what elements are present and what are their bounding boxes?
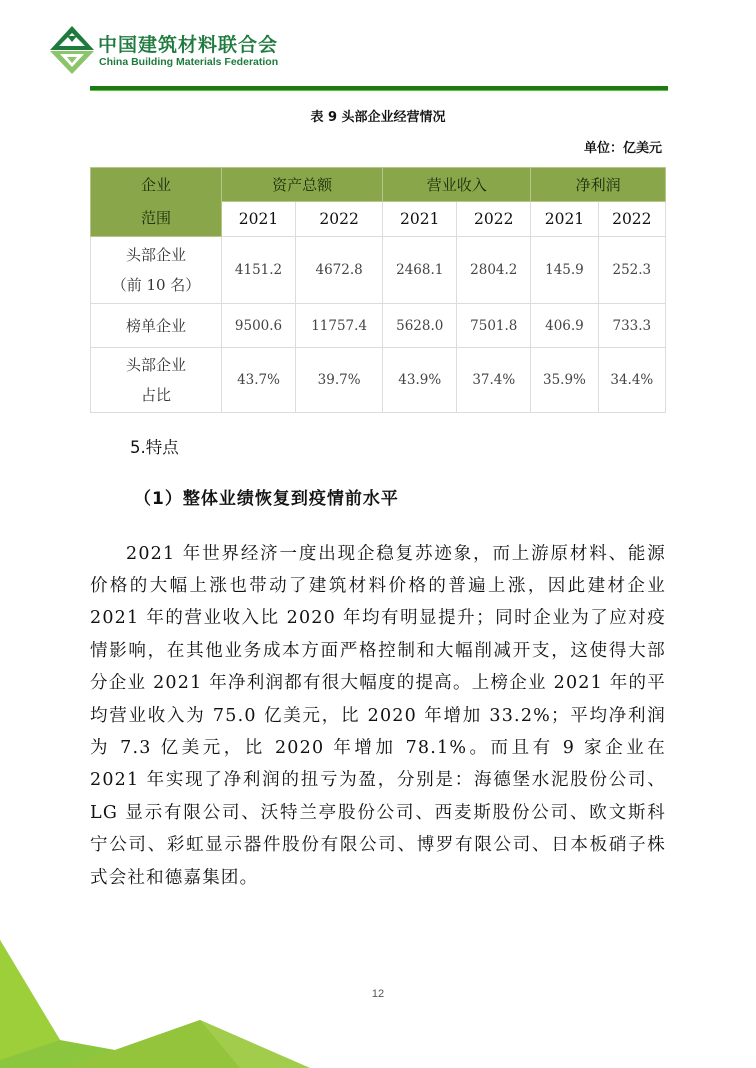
table-cell: 406.9	[531, 304, 598, 348]
corner-header-line2: 范围	[140, 209, 171, 227]
corner-header	[91, 168, 222, 237]
table-cell: 2804.2	[457, 237, 531, 304]
table-cell: 43.9%	[383, 348, 457, 413]
year-header: 2021	[531, 202, 598, 237]
green-polygon-decoration	[0, 900, 420, 1068]
table-caption: 表 9 头部企业经营情况	[310, 110, 446, 125]
row-label-line2: 占比	[140, 386, 171, 404]
table-cell: 4672.8	[296, 237, 383, 304]
operations-table	[90, 167, 666, 413]
table-cell: 35.9%	[531, 348, 598, 413]
table-header-row	[91, 168, 666, 202]
table-cell: 39.7%	[296, 348, 383, 413]
body-paragraph: 2021 年世界经济一度出现企稳复苏迹象，而上游原材料、能源价格的大幅上涨也带动了建筑材料价格的普遍上涨，因此建材企业 2021 年的营业收入比 2020 年均有明显提升；同时企业为了应对疫情影响，在其他业务成本方面严格控制和大幅削减开支，这使得大部分企业 2021 年净利润都有很大幅度的提高。上榜企业 2021 年的平均营业收入为 75.0 亿美元，比 2020 年增加 33.2%；平均净利润为 7.3 亿美元，比 2020 年增加 78.1%。而且有 9 家企业在 2021 年实现了净利润的扭亏为盈，分别是：海德堡水泥股份公司、LG 显示有限公司、沃特兰亭股份公司、西麦斯股份公司、欧文斯科宁公司、彩虹显示器件股份有限公司、博罗有限公司、日本板硝子株式会社和德嘉集团。	[90, 543, 666, 888]
corner-header-line1: 企业	[140, 176, 171, 194]
row-label-line1: 头部企业	[125, 246, 186, 264]
table-cell: 34.4%	[598, 348, 665, 413]
table-cell: 5628.0	[383, 304, 457, 348]
subsection-heading: （1）整体业绩恢复到疫情前水平	[134, 489, 399, 509]
row-label-line2: （前 10 名）	[111, 276, 201, 294]
table-unit: 单位：亿美元	[583, 141, 662, 156]
group-header-revenue: 营业收入	[383, 168, 531, 202]
year-header: 2022	[296, 202, 383, 237]
header-divider	[90, 86, 668, 91]
table-cell: 7501.8	[457, 304, 531, 348]
year-header: 2022	[457, 202, 531, 237]
cbmf-logo-icon	[48, 24, 96, 76]
row-label	[91, 237, 222, 304]
section-heading: 5.特点	[130, 438, 179, 457]
group-header-net-profit: 净利润	[531, 168, 666, 202]
year-header: 2021	[222, 202, 296, 237]
year-header: 2022	[598, 202, 665, 237]
row-label	[91, 348, 222, 413]
table-row	[91, 304, 666, 348]
table-cell: 43.7%	[222, 348, 296, 413]
table-cell: 252.3	[598, 237, 665, 304]
page-number: 12	[371, 988, 385, 1000]
table-row	[91, 348, 666, 413]
year-header: 2021	[383, 202, 457, 237]
row-label: 榜单企业	[91, 304, 222, 348]
table-cell: 145.9	[531, 237, 598, 304]
org-name-cn: 中国建筑材料联合会	[98, 34, 279, 56]
table-cell: 733.3	[598, 304, 665, 348]
table-cell: 37.4%	[457, 348, 531, 413]
table-cell: 2468.1	[383, 237, 457, 304]
table-cell: 9500.6	[222, 304, 296, 348]
table-cell: 11757.4	[296, 304, 383, 348]
table-row	[91, 237, 666, 304]
table-cell: 4151.2	[222, 237, 296, 304]
row-label-line1: 头部企业	[125, 356, 186, 374]
org-name-en: China Building Materials Federation	[99, 56, 279, 68]
group-header-assets: 资产总额	[222, 168, 383, 202]
